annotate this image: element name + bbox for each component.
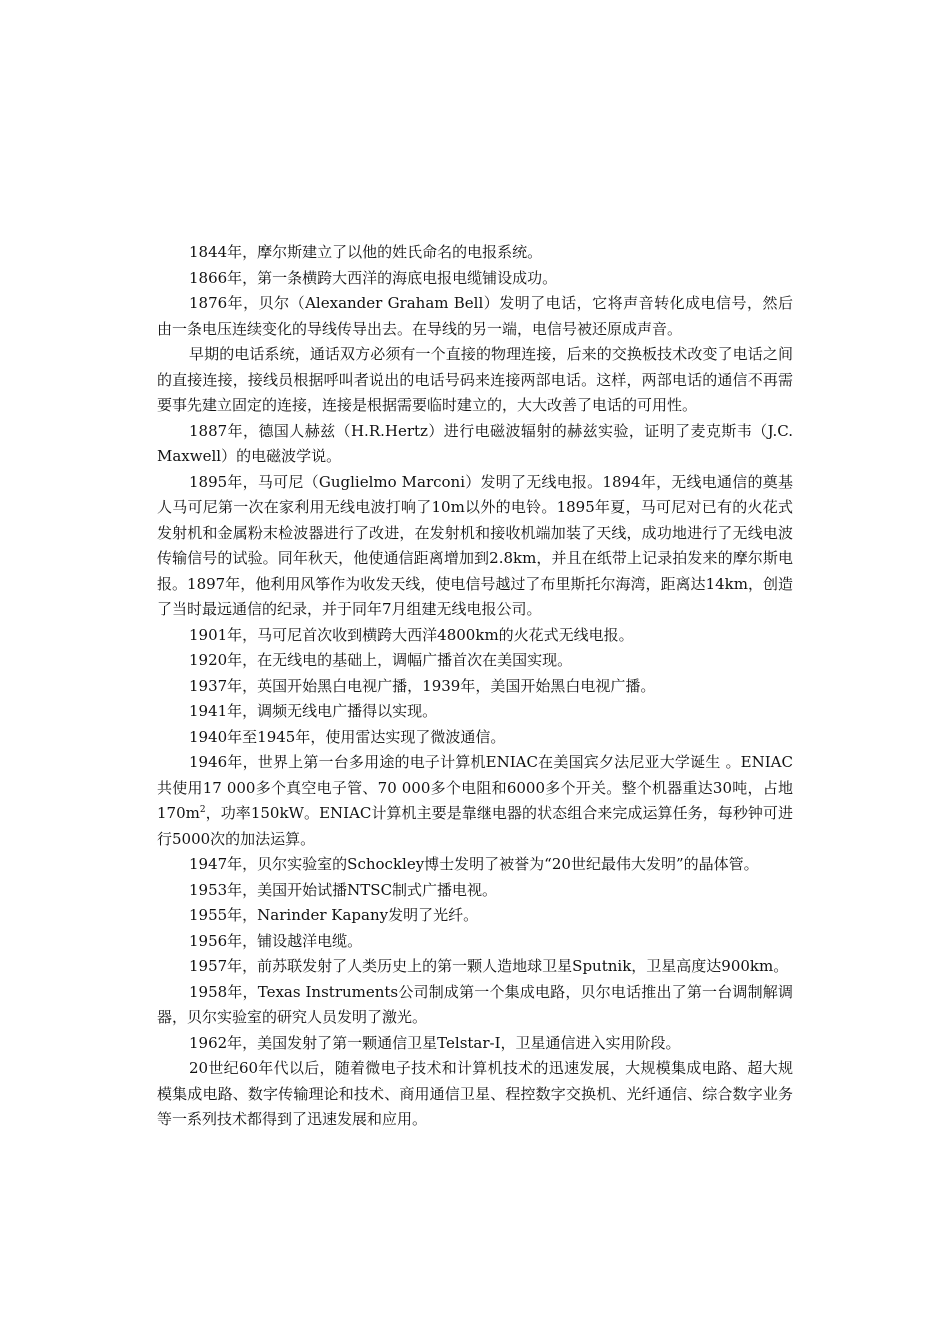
eniac-text-head: 1946年，世界上第一台多用途的电子计算机ENIAC在美国宾夕法尼亚大学诞生 。ENIAC共使用17 000多个真空电子管、70 000多个电阻和6000多个开关。整个机器重达30吨，占地170m	[157, 753, 793, 822]
paragraph-1947: 1947年，贝尔实验室的Schockley博士发明了被誉为“20世纪最伟大发明”的晶体管。	[189, 855, 759, 873]
paragraph-1920: 1920年，在无线电的基础上，调幅广播首次在美国实现。	[189, 651, 573, 669]
paragraph-1953: 1953年，美国开始试播NTSC制式广播电视。	[189, 880, 498, 899]
eniac-superscript: 2	[199, 805, 206, 815]
paragraph-early-telephone: 早期的电话系统，通话双方必须有一个直接的物理连接，后来的交换板技术改变了电话之间的直接连接，接线员根据呼叫者说出的电话号码来连接两部电话。这样，两部电话的通信不再需要事先建立固定的连接，连接是根据需要临时建立的，大大改善了电话的可用性。	[157, 345, 793, 414]
paragraph-1844: 1844年，摩尔斯建立了以他的姓氏命名的电报系统。	[189, 243, 543, 261]
paragraph-1876: 1876年，贝尔（Alexander Graham Bell）发明了电话，它将声音转化成电信号，然后由一条电压连续变化的导线传导出去。在导线的另一端，电信号被还原成声音。	[157, 294, 793, 338]
paragraph-1955: 1955年，Narinder Kapany发明了光纤。	[189, 906, 479, 924]
paragraph-1957: 1957年，前苏联发射了人类历史上的第一颗人造地球卫星Sputnik，卫星高度达900km。	[189, 957, 789, 975]
paragraph-1941: 1941年，调频无线电广播得以实现。	[189, 702, 438, 720]
document-body	[157, 240, 793, 1133]
paragraph-1901: 1901年，马可尼首次收到横跨大西洋4800km的火花式无线电报。	[189, 625, 634, 644]
paragraph-1962: 1962年，美国发射了第一颗通信卫星Telstar-I，卫星通信进入实用阶段。	[189, 1033, 681, 1052]
paragraph-1956: 1956年，铺设越洋电缆。	[189, 931, 363, 950]
paragraph-1958: 1958年，Texas Instruments公司制成第一个集成电路，贝尔电话推出了第一台调制解调器，贝尔实验室的研究人员发明了激光。	[157, 982, 793, 1026]
paragraph-1937: 1937年，英国开始黑白电视广播，1939年，美国开始黑白电视广播。	[189, 676, 656, 695]
paragraph-1960s: 20世纪60年代以后，随着微电子技术和计算机技术的迅速发展，大规模集成电路、超大规模集成电路、数字传输理论和技术、商用通信卫星、程控数字交换机、光纤通信、综合数字业务等一系列技术都得到了迅速发展和应用。	[157, 1059, 793, 1128]
paragraph-1895: 1895年，马可尼（Guglielmo Marconi）发明了无线电报。1894年，无线电通信的奠基人马可尼第一次在家利用无线电波打响了10m以外的电铃。1895年夏，马可尼对已有的火花式发射机和金属粉末检波器进行了改进，在发射机和接收机端加装了天线，成功地进行了无线电波传输信号的试验。同年秋天，他使通信距离增加到2.8km，并且在纸带上记录拍发来的摩尔斯电报。1897年，他利用风筝作为收发天线，使电信号越过了布里斯托尔海湾，距离达14km，创造了当时最远通信的纪录，并于同年7月组建无线电报公司。	[157, 472, 793, 618]
paragraph-1946	[157, 750, 793, 852]
eniac-text-tail: ，功率150kW。ENIAC计算机主要是靠继电器的状态组合来完成运算任务，每秒钟可进行5000次的加法运算。	[157, 804, 793, 848]
paragraph-1866: 1866年，第一条横跨大西洋的海底电报电缆铺设成功。	[189, 268, 558, 287]
paragraph-1887: 1887年，德国人赫兹（H.R.Hertz）进行电磁波辐射的赫兹实验，证明了麦克斯韦（J.C.Maxwell）的电磁波学说。	[157, 421, 793, 465]
paragraph-1940-1945: 1940年至1945年，使用雷达实现了微波通信。	[189, 727, 506, 746]
